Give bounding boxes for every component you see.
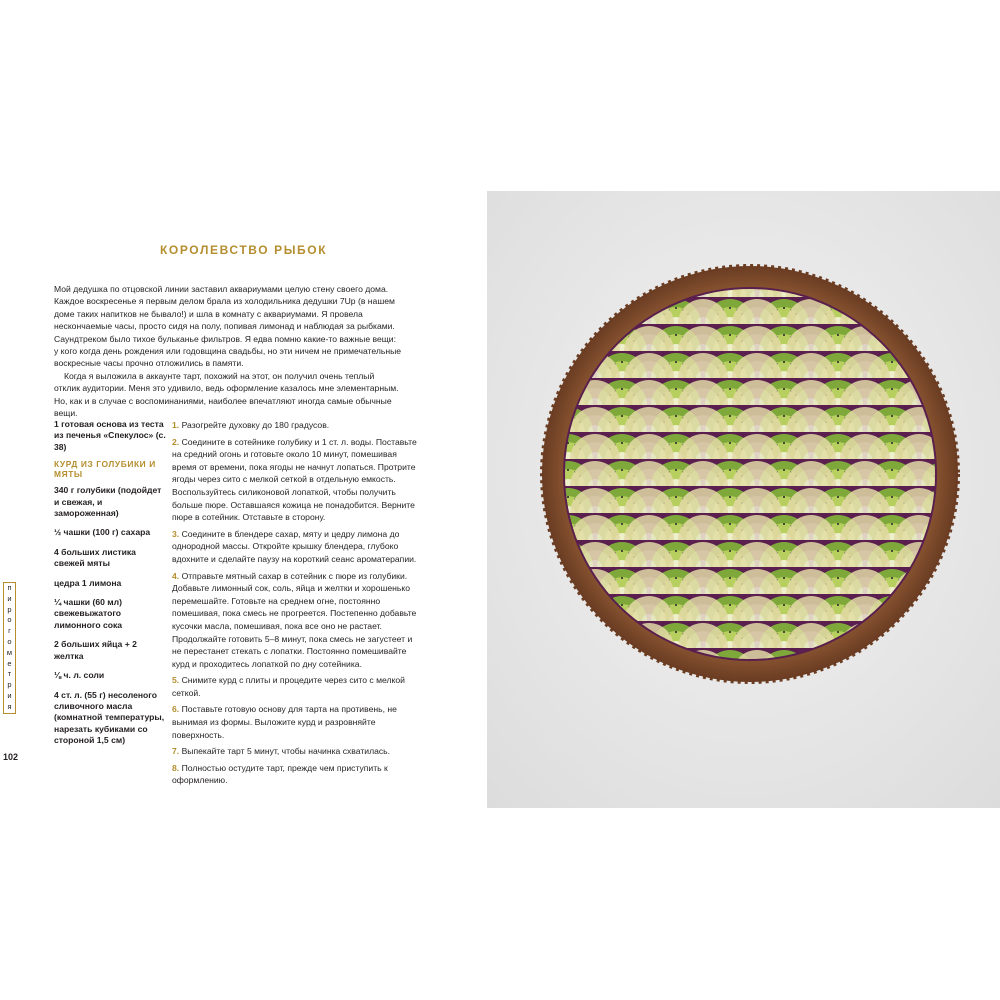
page-number: 102 xyxy=(3,752,19,762)
step-text: Снимите курд с плиты и процедите через сито с мелкой сеткой. xyxy=(172,675,405,698)
step-number: 6. xyxy=(172,704,180,715)
step-text: Соедините в блендере сахар, мяту и цедру лимона до однородной массы. Откройте крышку блендера, глубоко вдохните и сделайте паузу на короткий сеанс ароматерапии. xyxy=(172,528,417,564)
section-tab-letter: и xyxy=(7,690,12,700)
step-item xyxy=(172,570,420,671)
step-item xyxy=(172,703,420,741)
step-text: Поставьте готовую основу для тарта на противень, не вынимая из формы. Выложите курд и разровняйте поверхность. xyxy=(172,704,397,740)
section-tab-letter: я xyxy=(7,701,12,711)
step-number: 3. xyxy=(172,528,180,539)
section-tab-letter: р xyxy=(7,680,12,690)
ingredient-base: 1 готовая основа из теста из печенья «Спекулос» (с. 38) xyxy=(54,419,166,452)
step-text: Разогрейте духовку до 180 градусов. xyxy=(181,420,330,430)
section-tab-letter: о xyxy=(7,636,12,646)
recipe-title: КОРОЛЕВСТВО РЫБОК xyxy=(160,243,328,257)
step-item xyxy=(172,762,420,787)
step-item xyxy=(172,674,420,699)
ingredient-item: ¼ чашки (60 мл) свежевыжатого лимонного сока xyxy=(54,597,123,630)
section-tab-letter: т xyxy=(7,669,12,679)
intro-paragraph-2: Когда я выложила в аккаунте тарт, похожий на этот, он получил очень теплый отклик аудитории. Меня это удивило, ведь оформление казалось мне элементарным. Но, как и в случае с воспоминаниями, наиболее впечатляют иногда самые обычные вещи. xyxy=(54,370,399,419)
step-text: Выпекайте тарт 5 минут, чтобы начинка схватилась. xyxy=(181,746,391,757)
ingredients-list xyxy=(54,419,166,755)
section-tab-letter: и xyxy=(7,593,12,603)
section-tab-letter: е xyxy=(7,658,12,668)
section-tab-letter: о xyxy=(7,615,12,625)
step-number: 5. xyxy=(172,675,180,686)
intro-paragraph-1: Мой дедушка по отцовской линии заставил аквариумами целую стену своего дома. Каждое воскресенье я первым делом брала из холодильника дедушки 7Up (в нашем доме таких напитков не бывало!) и шла в комнату с аквариумами. Я провела нескончаемые часы, просто сидя на полу, попивая лимонад и наблюдая за рыбками. Саундтреком было тихое бульканье фильтров. Я едва помню какие-то важные вещи: у кого когда день рождения или годовщина свадьбы, но эти ничем не примечательные воскресные часы прочно отложились в памяти. xyxy=(54,284,402,369)
step-number: 7. xyxy=(172,746,180,757)
step-number: 1. xyxy=(172,420,180,430)
intro-text xyxy=(54,283,402,419)
step-item xyxy=(172,419,420,432)
tart-photo xyxy=(487,191,1000,808)
ingredient-item: 4 ст. л. (55 г) несоленого сливочного масла (комнатной температуры, нарезать кубиками со стороной 1,5 см) xyxy=(54,689,165,746)
section-tab-letter: п xyxy=(7,583,12,592)
step-number: 2. xyxy=(172,436,180,447)
step-item xyxy=(172,745,420,758)
section-tab-letter: м xyxy=(6,647,13,657)
ingredient-item: 2 больших яйца + 2 желтка xyxy=(54,639,137,661)
ingredient-item: цедра 1 лимона xyxy=(54,577,122,588)
step-number: 8. xyxy=(172,762,180,773)
section-tab-letter: г xyxy=(8,626,11,636)
ingredient-item: ⅛ ч. л. соли xyxy=(54,670,105,681)
section-tab-letter: р xyxy=(7,604,12,614)
ingredient-item: 340 г голубики (подойдет и свежая, и замороженная) xyxy=(54,485,162,519)
step-item xyxy=(172,528,420,566)
step-text: Отправьте мятный сахар в сотейник с пюре из голубики. Добавьте лимонный сок, соль, яйца и желтки и хорошенько перемешайте. Готовьте на среднем огне, постоянно помешивая, пока смесь не прогреется. Постепенно добавьте кусочки масла, помешивая, пока все оно не растает. Продолжайте готовить 5–8 минут, пока смесь не загустеет и не перестанет стекать с лопатки. Постоянно помешивайте курд и проходитесь лопаткой по дну сотейника. xyxy=(172,570,417,669)
ingredient-item: 4 больших листика свежей мяты xyxy=(54,546,136,569)
step-text: Полностью остудите тарт, прежде чем приступить к оформлению. xyxy=(172,762,388,786)
step-text: Соедините в сотейнике голубику и 1 ст. л. воды. Поставьте на средний огонь и готовьте около 10 минут, помешивая время от времени, пока ягоды не начнут лопаться. Протрите ягоды через сито с мелкой сеткой в отдельную емкость. Воспользуйтесь силиконовой лопаткой, чтобы получить больше пюре. Оставшаяся кожица не понадобится. Верните пюре в сотейник. Отставьте в сторону. xyxy=(172,436,417,523)
step-number: 4. xyxy=(172,570,180,581)
section-tab xyxy=(3,582,16,714)
step-item xyxy=(172,436,420,524)
steps-list xyxy=(172,419,420,791)
ingredient-item: ½ чашки (100 г) сахара xyxy=(54,527,151,538)
curd-subheading: КУРД ИЗ ГОЛУБИКИ И МЯТЫ xyxy=(54,459,156,480)
